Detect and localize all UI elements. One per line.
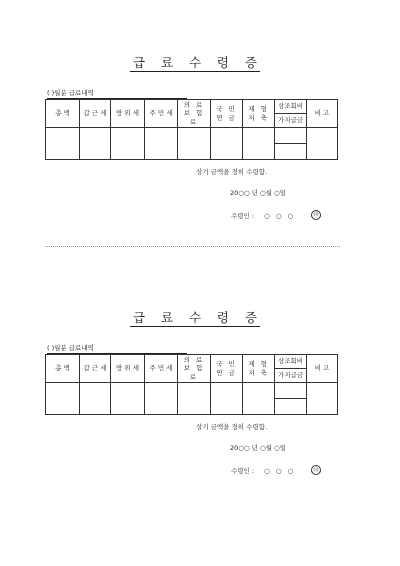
- title-char: 료: [160, 55, 174, 70]
- cell-resident-tax[interactable]: [145, 128, 178, 160]
- header-line: 재 형: [248, 105, 269, 114]
- header-remarks: 비 고: [307, 355, 338, 383]
- date-text: 20○○ 년 ○월 ○일: [230, 189, 286, 197]
- cell-savings[interactable]: [243, 128, 275, 160]
- salary-table: [45, 99, 338, 160]
- title-char: 증: [244, 55, 257, 70]
- header-total: 총 액: [46, 355, 80, 383]
- header-mutual-aid: 상조회비: [277, 357, 304, 366]
- cut-line-divider: [45, 246, 340, 247]
- header-resident-tax: 주 민 세: [145, 355, 178, 383]
- header-national-pension: [211, 100, 243, 128]
- header-line: 재 형: [248, 360, 269, 369]
- title-char: 수: [188, 310, 202, 325]
- month-salary-details-label: ( )월분 급료내역: [47, 88, 187, 99]
- header-national-pension: [211, 355, 243, 383]
- header-total: 총 액: [46, 100, 80, 128]
- header-mutual-aid: 상조회비: [277, 102, 304, 111]
- receipt-title: [130, 307, 260, 327]
- receiver-label: 수령인 :: [231, 467, 255, 475]
- cell-total[interactable]: [46, 128, 80, 160]
- header-line: 의 료: [183, 356, 205, 365]
- cell-provisional-payment[interactable]: [275, 143, 306, 159]
- header-income-tax: 갑 근 세: [80, 100, 111, 128]
- header-line: 연 금: [216, 113, 237, 122]
- receiver-line: [231, 466, 295, 475]
- title-char: 수: [188, 55, 202, 70]
- month-salary-details-label: ( )월분 급료내역: [47, 343, 187, 354]
- date-text: 20○○ 년 ○월 ○일: [230, 444, 286, 452]
- header-medical-insurance: [178, 100, 211, 128]
- cell-mutual-aid[interactable]: [275, 128, 306, 143]
- receiver-name: ○ ○ ○: [264, 212, 296, 220]
- cell-income-tax[interactable]: [80, 383, 111, 415]
- header-income-tax: 갑 근 세: [80, 355, 111, 383]
- header-mutual-aid-group: [275, 100, 307, 128]
- header-line: 국 민: [216, 105, 237, 114]
- header-line: 연 금: [216, 368, 237, 377]
- header-line: 국 민: [216, 360, 237, 369]
- header-line: 의 료: [183, 101, 205, 110]
- title-char: 령: [216, 310, 229, 325]
- header-provisional-payment: 가지급금: [275, 113, 306, 127]
- header-medical-insurance: [178, 355, 211, 383]
- receiver-name: ○ ○ ○: [264, 467, 296, 475]
- header-line: 보 험 료: [183, 364, 205, 381]
- title-char: 급: [133, 55, 146, 70]
- title-char: 령: [216, 55, 229, 70]
- title-char: 급: [133, 310, 146, 325]
- cell-defense-tax[interactable]: [111, 383, 145, 415]
- cell-mutual-aid-group: [275, 383, 307, 415]
- header-mutual-aid-group: [275, 355, 307, 383]
- cell-resident-tax[interactable]: [145, 383, 178, 415]
- header-defense-tax: 방 위 세: [111, 100, 145, 128]
- cell-total[interactable]: [46, 383, 80, 415]
- cell-savings[interactable]: [243, 383, 275, 415]
- receiver-line: [231, 211, 295, 220]
- cell-medical-insurance[interactable]: [178, 128, 211, 160]
- cell-remarks[interactable]: [307, 383, 338, 415]
- header-defense-tax: 방 위 세: [111, 355, 145, 383]
- header-provisional-payment: 가지급금: [275, 368, 306, 382]
- header-savings: [243, 100, 275, 128]
- cell-mutual-aid-group: [275, 128, 307, 160]
- salary-receipt-2: [0, 255, 400, 515]
- receiver-label: 수령인 :: [231, 212, 255, 220]
- salary-table: [45, 354, 338, 415]
- cell-remarks[interactable]: [307, 128, 338, 160]
- header-line: 저 축: [248, 368, 269, 377]
- cell-national-pension[interactable]: [211, 383, 243, 415]
- confirmation-text: 상기 금액을 정히 수령함.: [196, 168, 268, 176]
- cell-medical-insurance[interactable]: [178, 383, 211, 415]
- header-resident-tax: 주 민 세: [145, 100, 178, 128]
- cell-national-pension[interactable]: [211, 128, 243, 160]
- cell-defense-tax[interactable]: [111, 128, 145, 160]
- header-savings: [243, 355, 275, 383]
- salary-receipt-1: [0, 0, 400, 260]
- receipt-title: [130, 52, 260, 72]
- title-char: 증: [244, 310, 257, 325]
- cell-provisional-payment[interactable]: [275, 398, 306, 414]
- header-line: 저 축: [248, 113, 269, 122]
- cell-income-tax[interactable]: [80, 128, 111, 160]
- header-remarks: 비 고: [307, 100, 338, 128]
- title-char: 료: [160, 310, 174, 325]
- confirmation-text: 상기 금액을 정히 수령함.: [196, 423, 268, 431]
- cell-mutual-aid[interactable]: [275, 383, 306, 398]
- seal-icon: ㊞: [311, 210, 321, 220]
- header-line: 보 험 료: [183, 109, 205, 126]
- seal-icon: ㊞: [311, 465, 321, 475]
